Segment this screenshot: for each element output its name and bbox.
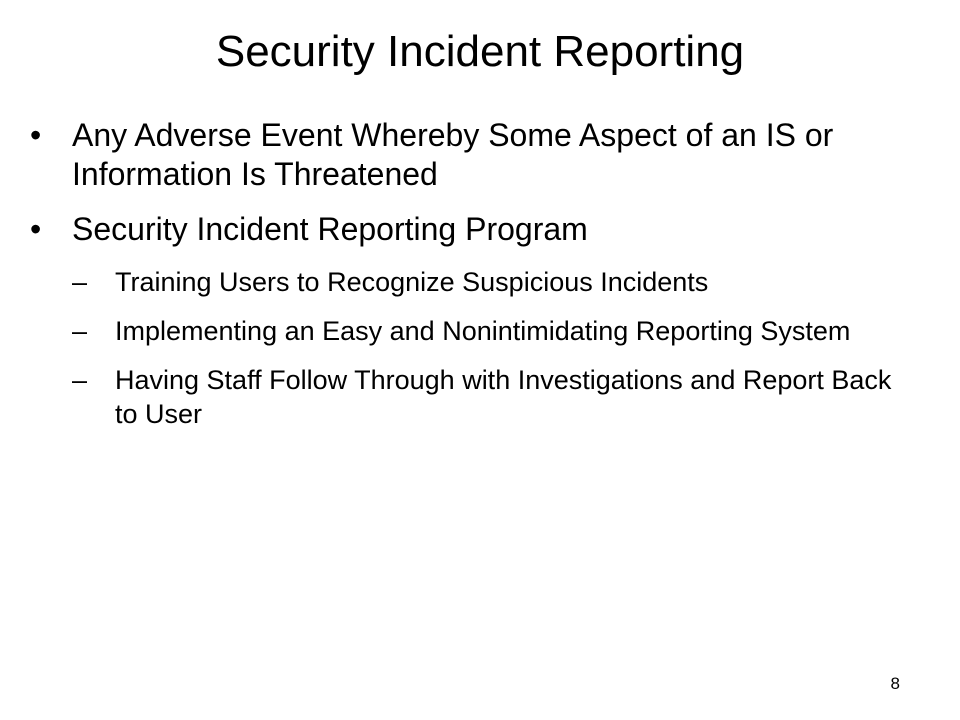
sub-bullet-item bbox=[30, 314, 910, 348]
bullet-list bbox=[30, 116, 910, 446]
dash-marker: – bbox=[72, 365, 88, 395]
bullet-item bbox=[30, 116, 910, 194]
sub-bullet-list bbox=[30, 265, 910, 431]
sub-bullet-text: Implementing an Easy and Nonintimidating Reporting System bbox=[115, 316, 851, 346]
sub-bullet-text: Training Users to Recognize Suspicious Incidents bbox=[115, 267, 709, 297]
sub-bullet-text: Having Staff Follow Through with Investigations and Report Back to User bbox=[115, 365, 892, 429]
bullet-marker: • bbox=[30, 117, 42, 153]
dash-marker: – bbox=[72, 267, 88, 297]
dash-marker: – bbox=[72, 316, 88, 346]
page-number: 8 bbox=[890, 674, 900, 693]
bullet-marker: • bbox=[30, 211, 42, 247]
sub-bullet-group bbox=[30, 265, 910, 431]
bullet-text: Security Incident Reporting Program bbox=[72, 211, 588, 247]
sub-bullet-item bbox=[30, 363, 910, 431]
sub-bullet-item bbox=[30, 265, 910, 299]
bullet-item bbox=[30, 210, 910, 249]
slide-title: Security Incident Reporting bbox=[215, 27, 745, 76]
bullet-text: Any Adverse Event Whereby Some Aspect of an IS or Information Is Threatened bbox=[72, 117, 834, 192]
